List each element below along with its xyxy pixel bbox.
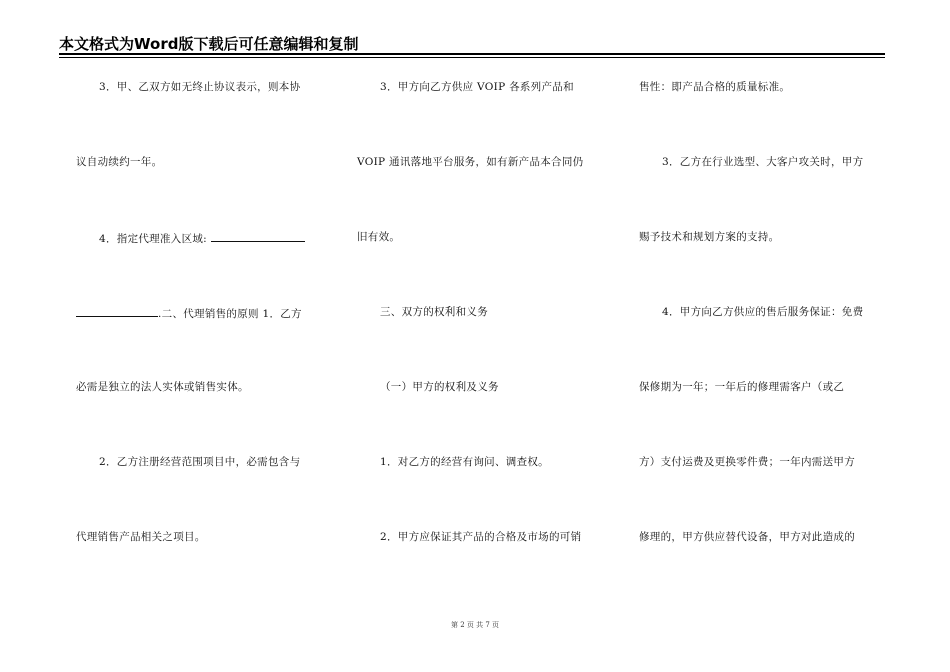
col1-line-7: 代理销售产品相关之项目。 bbox=[76, 531, 206, 543]
col1-line-4-text: .二、代理销售的原则 1．乙方 bbox=[158, 308, 302, 320]
col3-line-3: 赐予技术和规划方案的支持。 bbox=[639, 231, 780, 243]
col2-line-1: 3．甲方向乙方供应 VOIP 各系列产品和 bbox=[380, 81, 574, 93]
col3-line-2: 3．乙方在行业选型、大客户攻关时，甲方 bbox=[662, 156, 864, 168]
document-header-title: 本文格式为Word版下载后可任意编辑和复制 bbox=[59, 35, 359, 53]
col1-line-5: 必需是独立的法人实体或销售实体。 bbox=[76, 381, 249, 393]
col2-line-2: VOIP 通讯落地平台服务，如有新产品本合同仍 bbox=[357, 156, 584, 168]
header-rule-thick bbox=[59, 53, 885, 55]
col2-line-7: 2．甲方应保证其产品的合格及市场的可销 bbox=[380, 531, 582, 543]
col2-line-6: 1．对乙方的经营有询问、调查权。 bbox=[380, 456, 549, 468]
col1-line-3-text: 4．指定代理准入区域: bbox=[99, 233, 208, 245]
col3-line-6: 方）支付运费及更换零件费；一年内需送甲方 bbox=[639, 456, 855, 468]
col1-line-2: 议自动续约一年。 bbox=[76, 156, 163, 168]
col3-line-7: 修理的，甲方供应替代设备，甲方对此造成的 bbox=[639, 531, 855, 543]
col1-line-6: 2．乙方注册经营范围项目中，必需包含与 bbox=[99, 456, 301, 468]
page-number: 第 2 页 共 7 页 bbox=[450, 621, 500, 629]
col1-line-3 bbox=[76, 230, 305, 246]
region-blank-underline bbox=[211, 230, 305, 242]
col3-line-5: 保修期为一年；一年后的修理需客户（或乙 bbox=[639, 381, 845, 393]
header-rule-thin bbox=[59, 57, 885, 58]
col2-line-4: 三、双方的权利和义务 bbox=[380, 306, 488, 318]
col2-line-5: （一）甲方的权利及义务 bbox=[380, 381, 499, 393]
col3-line-4: 4．甲方向乙方供应的售后服务保证：免费 bbox=[662, 306, 864, 318]
col1-line-1: 3．甲、乙双方如无终止协议表示，则本协 bbox=[99, 81, 301, 93]
region-blank-underline-2 bbox=[76, 305, 158, 317]
col3-line-1: 售性：即产品合格的质量标准。 bbox=[639, 81, 791, 93]
col1-line-4 bbox=[76, 305, 302, 321]
col2-line-3: 旧有效。 bbox=[357, 231, 401, 243]
